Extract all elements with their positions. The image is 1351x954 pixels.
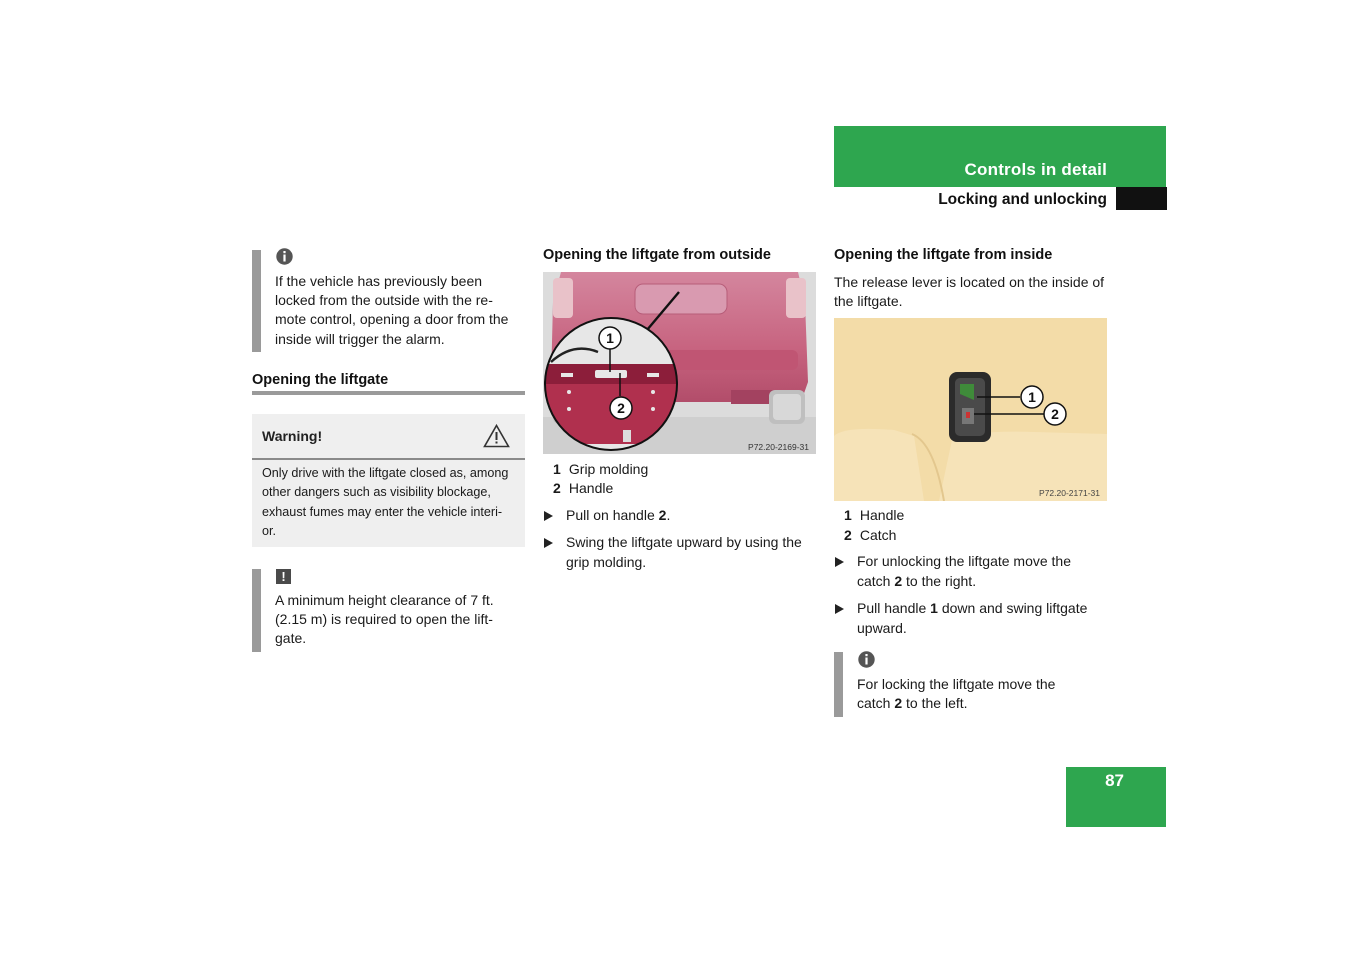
triangle-bullet-icon xyxy=(835,557,844,567)
exclamation-icon: ! xyxy=(276,569,291,584)
heading-rule xyxy=(252,391,525,395)
step-unlock-catch: For unlocking the liftgate move the catch 2 to the right. xyxy=(857,553,1072,589)
info-icon xyxy=(276,248,293,265)
triangle-bullet-icon xyxy=(544,538,553,548)
header-tab-marker xyxy=(1116,187,1167,210)
step-swing-liftgate: Swing the liftgate upward by using the grip molding. xyxy=(566,534,802,570)
step-pull-handle: Pull on handle 2. xyxy=(566,507,671,523)
warning-triangle-icon xyxy=(483,424,510,448)
callout-2: 2 xyxy=(617,400,625,416)
callout-1: 1 xyxy=(1028,389,1036,405)
triangle-bullet-icon xyxy=(835,604,844,614)
note-bar xyxy=(834,652,843,717)
figure-code: P72.20-2171-31 xyxy=(1039,488,1100,498)
page-number: 87 xyxy=(1105,771,1124,790)
warning-text: Only drive with the liftgate closed as, among other dangers such as visibility blockage, exhaust fumes may enter the vehicle interi- or. xyxy=(262,466,509,538)
section-title: Controls in detail xyxy=(964,160,1107,179)
info-note-previously-locked: If the vehicle has previously been locked from the outside with the re- mote control, opening a door from the inside will trigger the alarm. xyxy=(275,273,509,347)
heading-from-inside: Opening the liftgate from inside xyxy=(834,247,1053,263)
info-icon xyxy=(858,651,875,668)
info-note-locking: For locking the liftgate move the catch 2 to the left. xyxy=(857,676,1056,712)
figure-liftgate-inside xyxy=(834,318,1107,501)
callout-1: 1 xyxy=(606,330,614,346)
legend-item-1: 1 Handle xyxy=(844,507,905,523)
legend-item-1: 1 Grip molding xyxy=(553,461,649,477)
warning-title: Warning! xyxy=(262,428,323,444)
note-bar xyxy=(252,250,261,352)
heading-opening-liftgate: Opening the liftgate xyxy=(252,372,389,388)
caution-note-height: A minimum height clearance of 7 ft. (2.15 m) is required to open the lift- gate. xyxy=(275,592,494,647)
triangle-bullet-icon xyxy=(544,511,553,521)
callout-2: 2 xyxy=(1051,406,1059,422)
legend-item-2: 2 Catch xyxy=(844,527,897,543)
figure-code: P72.20-2169-31 xyxy=(748,442,809,452)
step-pull-handle-swing: Pull handle 1 down and swing liftgate upward. xyxy=(857,600,1088,636)
caution-bar xyxy=(252,569,261,652)
intro-release-lever: The release lever is located on the inside of the liftgate. xyxy=(834,274,1105,310)
subsection-title: Locking and unlocking xyxy=(938,191,1107,208)
heading-from-outside: Opening the liftgate from outside xyxy=(543,247,771,263)
legend-item-2: 2 Handle xyxy=(553,480,614,496)
figure-liftgate-outside xyxy=(543,272,816,454)
